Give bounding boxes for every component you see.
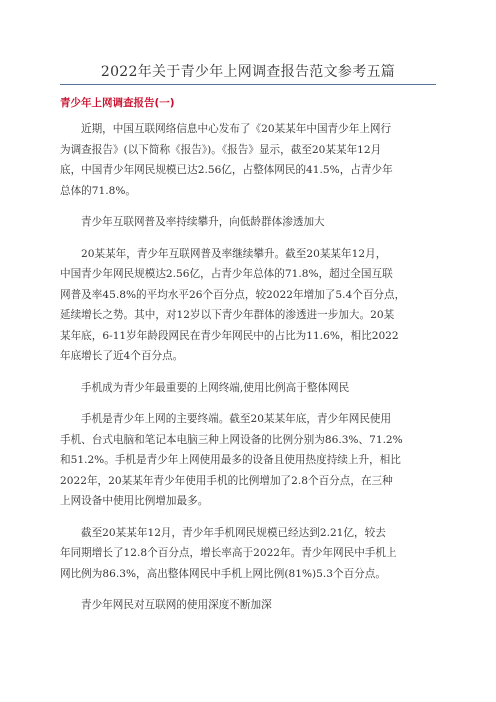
document-title: 2022年关于青少年上网调查报告范文参考五篇 [100, 64, 396, 80]
paragraph-3-line-1: 手机是青少年上网的主要终端。截至20某某年底，青少年网民使用 [81, 413, 392, 425]
paragraph-2-line-6: 年底增长了近4个百分点。 [60, 350, 184, 362]
paragraph-2-line-5: 某年底，6-11岁年龄段网民在青少年网民中的占比为11.6%，相比2022 [60, 329, 399, 342]
title-divider [60, 84, 436, 85]
paragraph-4-line-1: 截至20某某年12月，青少年手机网民规模已经达到2.21亿，较去 [81, 526, 386, 539]
paragraph-2-line-4: 延续增长之势。其中，对12岁以下青少年群体的渗透进一步加大。20某 [60, 309, 395, 321]
paragraph-1-line-2: 为调查报告》(以下简称《报告》)。《报告》显示，截至20某某年12月 [60, 143, 382, 156]
paragraph-3-line-4: 2022年，20某某年青少年使用手机的比例增加了2.8个百分点，在三种 [60, 474, 393, 487]
paragraph-3-line-2: 手机、台式电脑和笔记本电脑三种上网设备的比例分别为86.3%、71.2% [60, 433, 403, 446]
paragraph-3-line-3: 和51.2%。手机是青少年上网使用最多的设备且使用热度持续上升，相比 [60, 454, 401, 466]
document-body [60, 119, 460, 616]
subheading-1: 青少年互联网普及率持续攀升，向低龄群体渗透加大 [81, 216, 325, 228]
paragraph-2-line-1: 20某某年，青少年互联网普及率继续攀升。截至20某某年12月， [81, 247, 387, 260]
paragraph-1-line-4: 总体的71.8%。 [60, 184, 137, 197]
paragraph-4-line-2: 年同期增长了12.8个百分点，增长率高于2022年。青少年网民中手机上 [60, 547, 397, 559]
subheading-3: 青少年网民对互联网的使用深度不断加深 [81, 599, 272, 611]
paragraph-2-line-2: 中国青少年网民规模达2.56亿，占青少年总体的71.8%，超过全国互联 [60, 268, 393, 280]
paragraph-3-line-5: 上网设备中使用比例增加最多。 [60, 495, 209, 507]
paragraph-1-line-3: 底，中国青少年网民规模已达2.56亿，占整体网民的41.5%，占青少年 [60, 164, 393, 176]
paragraph-1-line-1: 近期，中国互联网络信息中心发布了《20某某年中国青少年上网行 [81, 123, 392, 135]
section-heading: 青少年上网调查报告(一) [60, 97, 175, 109]
paragraph-4-line-3: 网比例为86.3%，高出整体网民中手机上网比例(81%)5.3个百分点。 [60, 567, 386, 580]
paragraph-2-line-3: 网普及率45.8%的平均水平26个百分点，较2022年增加了5.4个百分点， [60, 288, 406, 301]
subheading-2: 手机成为青少年最重要的上网终端,使用比例高于整体网民 [81, 381, 350, 394]
